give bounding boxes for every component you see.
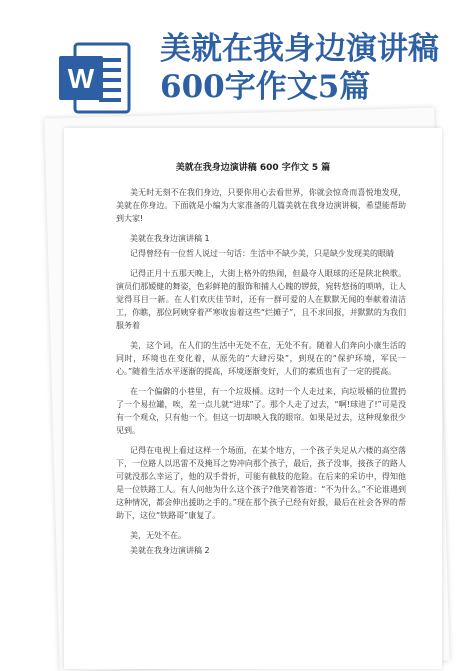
paragraph: 在一个偏僻的小巷里，有一个垃圾桶。这时一个人走过来，向垃圾桶的位置扔了一个易拉罐，唉，差一点儿就“进球”了。那个人走了过去，“啊!球进了!”可是没有一个观众，只有他一个。但这一切却映入我的眼帘。如果是过去，这种现象很少见到。 <box>116 387 406 435</box>
word-document-icon <box>55 38 135 118</box>
page-header <box>0 0 474 125</box>
section-heading: 美就在我身边演讲稿 2 <box>130 546 210 555</box>
document-title: 美就在我身边演讲稿 600 字作文 5 篇 <box>175 163 331 173</box>
paragraph: 记得在电视上看过这样一个场面，在某个地方，一个孩子失足从六楼的高空落下，一位路人以迅雷不及掩耳之势冲向那个孩子，最后，孩子没事，接孩子的路人可就没那么幸运了，他的双手骨折，可能有截肢的危险。在后来的采访中，得知他是一位铁路工人。有人问他为什么这个孩子?他笑着答道：“不为什么。”不论谁遇到这种情况，都会伸出援助之手的。”现在那个孩子已经有好报，最后在社会各界的帮助下，这位“铁路哥”康复了。 <box>116 446 406 520</box>
paragraph-intro: 美无时无刻不在我们身边，只要你用心去看世界，你就会惊奇而喜悦地发现，美就在你身边。下面就是小编为大家准备的几篇美就在我身边演讲稿，希望能帮助到大家! <box>116 188 406 223</box>
paragraph: 美，无处不在。 <box>130 531 186 540</box>
paragraph: 记得正月十五那天晚上，大街上格外的热闹，但最夺人眼球的还是陕北秧歌。演员们那嫒健的舞姿，色彩鲜艳的服饰和捕人心魄的锣鼓，宛转悠扬的唢呐，让人觉得耳目一新。在人们欢庆佳节时，还有一群可爱的人在默默无闻的奉献着清洁工，你瞧，那位阿姨穿着严寒收齿着这些“烂摊子”，且不求回报，并默默的为我们服务着 <box>116 269 406 330</box>
paragraph: 记得曾经有一位哲人说过一句话：生活中不缺少美，只是缺少发现美的眼睛 <box>130 249 394 258</box>
section-heading: 美就在我身边演讲稿 1 <box>130 234 210 243</box>
document-page <box>64 128 442 669</box>
word-icon-letter: W <box>67 63 95 94</box>
page-title: 美就在我身边演讲稿600字作文5篇 <box>160 31 439 105</box>
paragraph: 美，这个词，在人们的生活中无处不在，无处不有。随着人们奔向小康生活的同时，环境也在变化着，从原先的“大肆污染”，到现在的“保护环境，军民一心。”随着生活水平逐渐的提高，环境逐渐变好，人们的素质也有了一定的提高。 <box>116 341 406 376</box>
document-body <box>116 186 406 564</box>
